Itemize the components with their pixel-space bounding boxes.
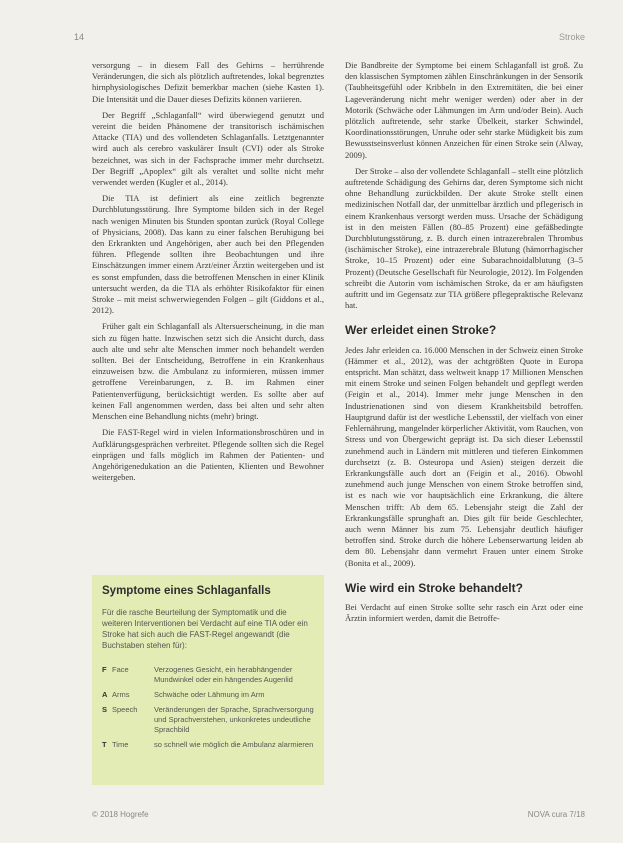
paragraph: Die TIA ist definiert als eine zeitlich begrenzte Durchblutungsstörung. Ihre Symptome bilden sich in der Regel nach wenigen Minuten bis Stunden spontan zurück (Royal College of Physicians, 2008). Das kann zu einer falschen Beruhigung bei den Erkrankten und Angehörigen, aber auch bei den Pflegenden führen. Pflegende sollten ihre Beobachtungen und ihre Einschätzungen immer einem Arzt/einer Ärztin weitergeben und ist es sonst empfunden, dass die betroffenen Menschen in einer Klinik untersucht werden, da die TIA als erhöhter Risikofaktor für einen Stroke – mit meist schwerwiegenden Folgen – gilt (Giddons et al., 2012). [92, 193, 324, 316]
fast-word: Arms [112, 690, 130, 699]
paragraph: Der Begriff „Schlaganfall“ wird überwiegend genutzt und vereint die beiden Phänomene der transitorisch ischämischen Attacke (TIA) und des vollendeten Schlaganfalls. Letztgenannter wird auch als cerebro vaskulärer Insult (CVI) oder als Stroke bezeichnet, was sich in der Fachsprache immer mehr durchsetzt. Der Begriff „Apoplex“ gilt als veraltet und sollte nicht mehr verwendet werden (Kugler et al., 2014). [92, 109, 324, 188]
fast-row-face [102, 665, 314, 685]
fast-letter: T [102, 740, 107, 749]
section-heading: Wer erleidet einen Stroke? [345, 323, 497, 338]
paragraph: Früher galt ein Schlaganfall als Altersuerscheinung, in die man sich zu fügen hatte. Inzwischen setzt sich die Ansicht durch, dass auch alte und sehr alte Menschen immer noch behandelt werden sollten. Bei der Entscheidung, Betroffene in ein Krankenhaus einzuweisen bzw. die Ambulanz zu informieren, müssen immer getroffene Vereinbarungen, z. B. im Rahmen einer Patientenverfügung, berücksichtigt werden. Es sollte aber auf keinen Fall angenommen werden, dass bei alten und sehr alten Menschen eine Behandlung nichts (mehr) bringt. [92, 321, 324, 422]
footer-copyright: © 2018 Hogrefe [92, 810, 149, 819]
fast-row-speech [102, 705, 314, 735]
sidebar-intro: Für die rasche Beurteilung der Symptomatik und die weiteren Interventionen bei Verdacht auf eine TIA oder ein Stroke hat sich auch die FAST-Regel angewandt (die Buchstaben stehen für): [102, 608, 308, 650]
fast-row-time [102, 740, 314, 750]
fast-letter: S [102, 705, 108, 714]
fast-word: Time [112, 740, 129, 749]
fast-word: Face [112, 665, 129, 674]
symptoms-sidebar-box [92, 575, 324, 785]
fast-letter: A [102, 690, 108, 699]
paragraph: Die FAST-Regel wird in vielen Informationsbroschüren und in Aufklärungsgesprächen verbreitet. Pflegende sollten sich die Regel einprägen und falls möglich im Rahmen der Patienten- und Angehörigenedukation an die Patienten, Klienten und Bewohner weitergeben. [92, 427, 324, 483]
right-column [345, 60, 583, 629]
fast-desc: so schnell wie möglich die Ambulanz alarmieren [154, 740, 314, 749]
fast-desc: Veränderungen der Sprache, Sprachversorgung und Sprachverstehen, unkonkretes undeutliche Sprachbild [154, 705, 314, 734]
paragraph: Die Bandbreite der Symptome bei einem Schlaganfall ist groß. Zu den klassischen Symptomen zählen Einschränkungen in der Sensorik (Taubheitsgefühl oder Kribbeln in den Extremitäten, die bei einer Lageveränderung nicht mehr weniger werden) oder aber in der Motorik (Schwäche oder Lähmungen im Arm und/oder Bein). Auch plötzlich auftretende, sehr starke Übelkeit, starker Schwindel, Koordinationsstörungen, Unruhe oder sehr starke Müdigkeit bis zum Bewusstseinsverlust können Anzeichen für einen Stroke sein (Alway, 2009). [345, 60, 583, 160]
page-number: 14 [74, 32, 85, 42]
paragraph: Jedes Jahr erleiden ca. 16.000 Menschen in der Schweiz einen Stroke (Hämmer et al., 2012), was der achtgrößten Quote in Europa entspricht. Man schätzt, dass weltweit knapp 17 Millionen Menschen mit einem Stroke und seinen Folgen behandelt und gepflegt werden (Feigin et al., 2014). Immer mehr junge Menschen in den Industrienationen sind von diesem Krankheitsbild betroffen. Hauptgrund dafür ist der westliche Lebensstil, der vielfach von einer Fehlernährung, mangelnder körperlicher Aktivität, vom Rauchen, von Stress und von Übergewicht geprägt ist. Da sich dieser Lebensstil zunehmend auch in Ländern mit mittleren und tieferen Einkommen durchsetzt (z. B. Osteuropa und Asien) steigen derzeit die Erkrankungsfälle auch dort an (Feigin et al., 2016). Obwohl zunehmend auch junge Menschen von einem Stroke betroffen sind, ist es nach wie vor hauptsächlich eine Erkrankung, die ältere Menschen trifft: Ab dem 65. Lebensjahr steigt die Zahl der Erkrankungsfälle sprunghaft an. Dies gilt für beide Geschlechter, auch wenn Männer bis zum 75. Lebensjahr deutlich häufiger betroffen sind. Stroke durch die höhere Lebenserwartung leiden ab dem 80. Lebensjahr dann vermehrt Frauen unter einem Stroke (Bonita et al., 2009). [345, 344, 583, 568]
paragraph: Bei Verdacht auf einen Stroke sollte sehr rasch ein Arzt oder eine Ärztin informiert werden, damit die Betroffe- [345, 601, 583, 624]
footer-journal: NOVA cura 7/18 [527, 810, 585, 819]
fast-desc: Schwäche oder Lähmung im Arm [154, 690, 265, 699]
section-heading: Wie wird ein Stroke behandelt? [345, 580, 523, 595]
paragraph: versorgung – in diesem Fall des Gehirns – herrührende Veränderungen, die sich als plötzlich auftretendes, lokal begrenztes hirnphysiologisches Defizit bemerkbar machen (siehe Kasten 1). Die Intensität und die Dauer dieses Defizits können variieren. [92, 60, 324, 104]
chapter-label: Stroke [558, 32, 585, 42]
fast-word: Speech [112, 705, 138, 714]
fast-desc: Verzogenes Gesicht, ein herabhängender Mundwinkel oder ein hängendes Augenlid [154, 665, 293, 684]
sidebar-title: Symptome eines Schlaganfalls [102, 585, 271, 597]
fast-letter: F [102, 665, 107, 674]
fast-row-arms [102, 690, 314, 700]
left-column [92, 60, 324, 488]
paragraph: Der Stroke – also der vollendete Schlaganfall – stellt eine plötzlich auftretende Schädigung des Gehirns dar, deren Symptome sich nicht ohne Behandlung zurückbilden. Der akute Stroke stellt einen medizinischen Notfall dar, der unmittelbar ärztlich und pflegerisch in einem Krankenhaus versorgt werden muss. Ursache der Schädigung ist in den meisten Fällen (80–85 Prozent) eine gefäßbedingte Durchblutungsstörung, z. B. durch einen intrazerebralen Thrombus (ischämischer Stroke), eine intrazerebrale Blutung (hämorrhagischer Stroke, 10–15 Prozent) oder eine Subarachnoidalblutung (3–5 Prozent) (Deutsche Gesellschaft für Neurologie, 2012). Im Folgenden schreibt die Autorin vom ischämischen Stroke, da er am häufigsten auftritt und im Gegensatz zur TIA größere pflegepraktische Relevanz hat. [345, 165, 583, 311]
